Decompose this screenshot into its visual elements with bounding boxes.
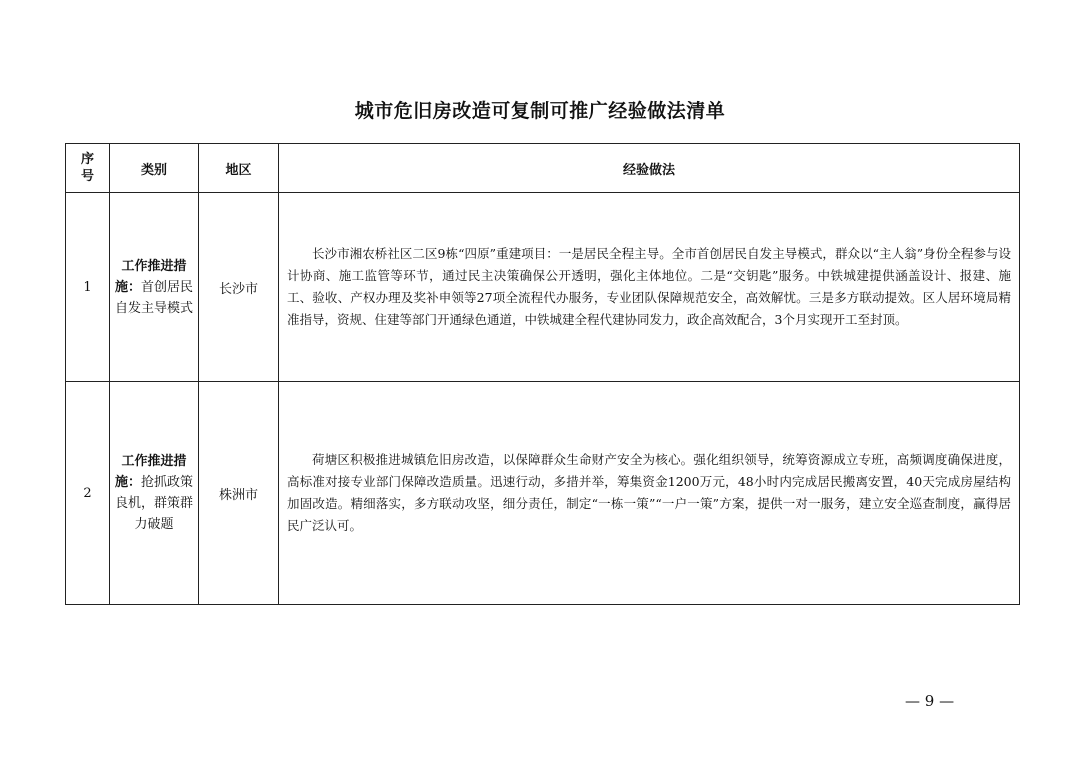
row-region: 株洲市 bbox=[199, 382, 279, 605]
table-row bbox=[66, 193, 1020, 382]
table-header-row bbox=[66, 144, 1020, 193]
header-seq-line2: 号 bbox=[80, 169, 94, 184]
row-practice: 荷塘区积极推进城镇危旧房改造，以保障群众生命财产安全为核心。强化组织领导，统筹资源成立专班，高频调度确保进度，高标准对接专业部门保障改造质量。迅速行动，多措并举，筹集资金1200万元，48小时内完成居民搬离安置，40天完成房屋结构加固改造。精细落实，多方联动攻坚，细分责任，制定“一栋一策”“一户一策”方案，提供一对一服务，建立安全巡查制度，赢得居民广泛认可。 bbox=[287, 452, 1011, 533]
row-practice-cell bbox=[279, 193, 1020, 382]
row-seq: 1 bbox=[66, 193, 110, 382]
row-category bbox=[110, 382, 199, 605]
row-category-label: 工作推进措施： bbox=[114, 454, 187, 490]
header-category: 类别 bbox=[110, 144, 199, 193]
row-category-text: 首创居民自发主导模式 bbox=[114, 279, 194, 316]
header-practice: 经验做法 bbox=[279, 144, 1020, 193]
experience-table bbox=[65, 143, 1020, 605]
row-seq: 2 bbox=[66, 382, 110, 605]
row-practice-cell bbox=[279, 382, 1020, 605]
row-practice: 长沙市湘农桥社区二区9栋“四原”重建项目：一是居民全程主导。全市首创居民自发主导模式，群众以“主人翁”身份全程参与设计协商、施工监管等环节，通过民主决策确保公开透明，强化主体地位。二是“交钥匙”服务。中铁城建提供涵盖设计、报建、施工、验收、产权办理及奖补申领等27项全流程代办服务，专业团队保障规范安全，高效解忧。三是多方联动提效。区人居环境局精准指导，资规、住建等部门开通绿色通道，中铁城建全程代建协同发力，政企高效配合，3个月实现开工至封顶。 bbox=[287, 246, 1011, 327]
header-seq bbox=[66, 144, 110, 193]
table-row bbox=[66, 382, 1020, 605]
document-title: 城市危旧房改造可复制可推广经验做法清单 bbox=[354, 100, 726, 122]
row-region: 长沙市 bbox=[199, 193, 279, 382]
page-number: — 9 — bbox=[905, 692, 955, 710]
header-seq-line1: 序 bbox=[80, 152, 94, 167]
row-category-text: 抢抓政策良机，群策群力破题 bbox=[114, 475, 194, 532]
header-region: 地区 bbox=[199, 144, 279, 193]
row-category-label: 工作推进措施： bbox=[114, 258, 187, 295]
row-category bbox=[110, 193, 199, 382]
